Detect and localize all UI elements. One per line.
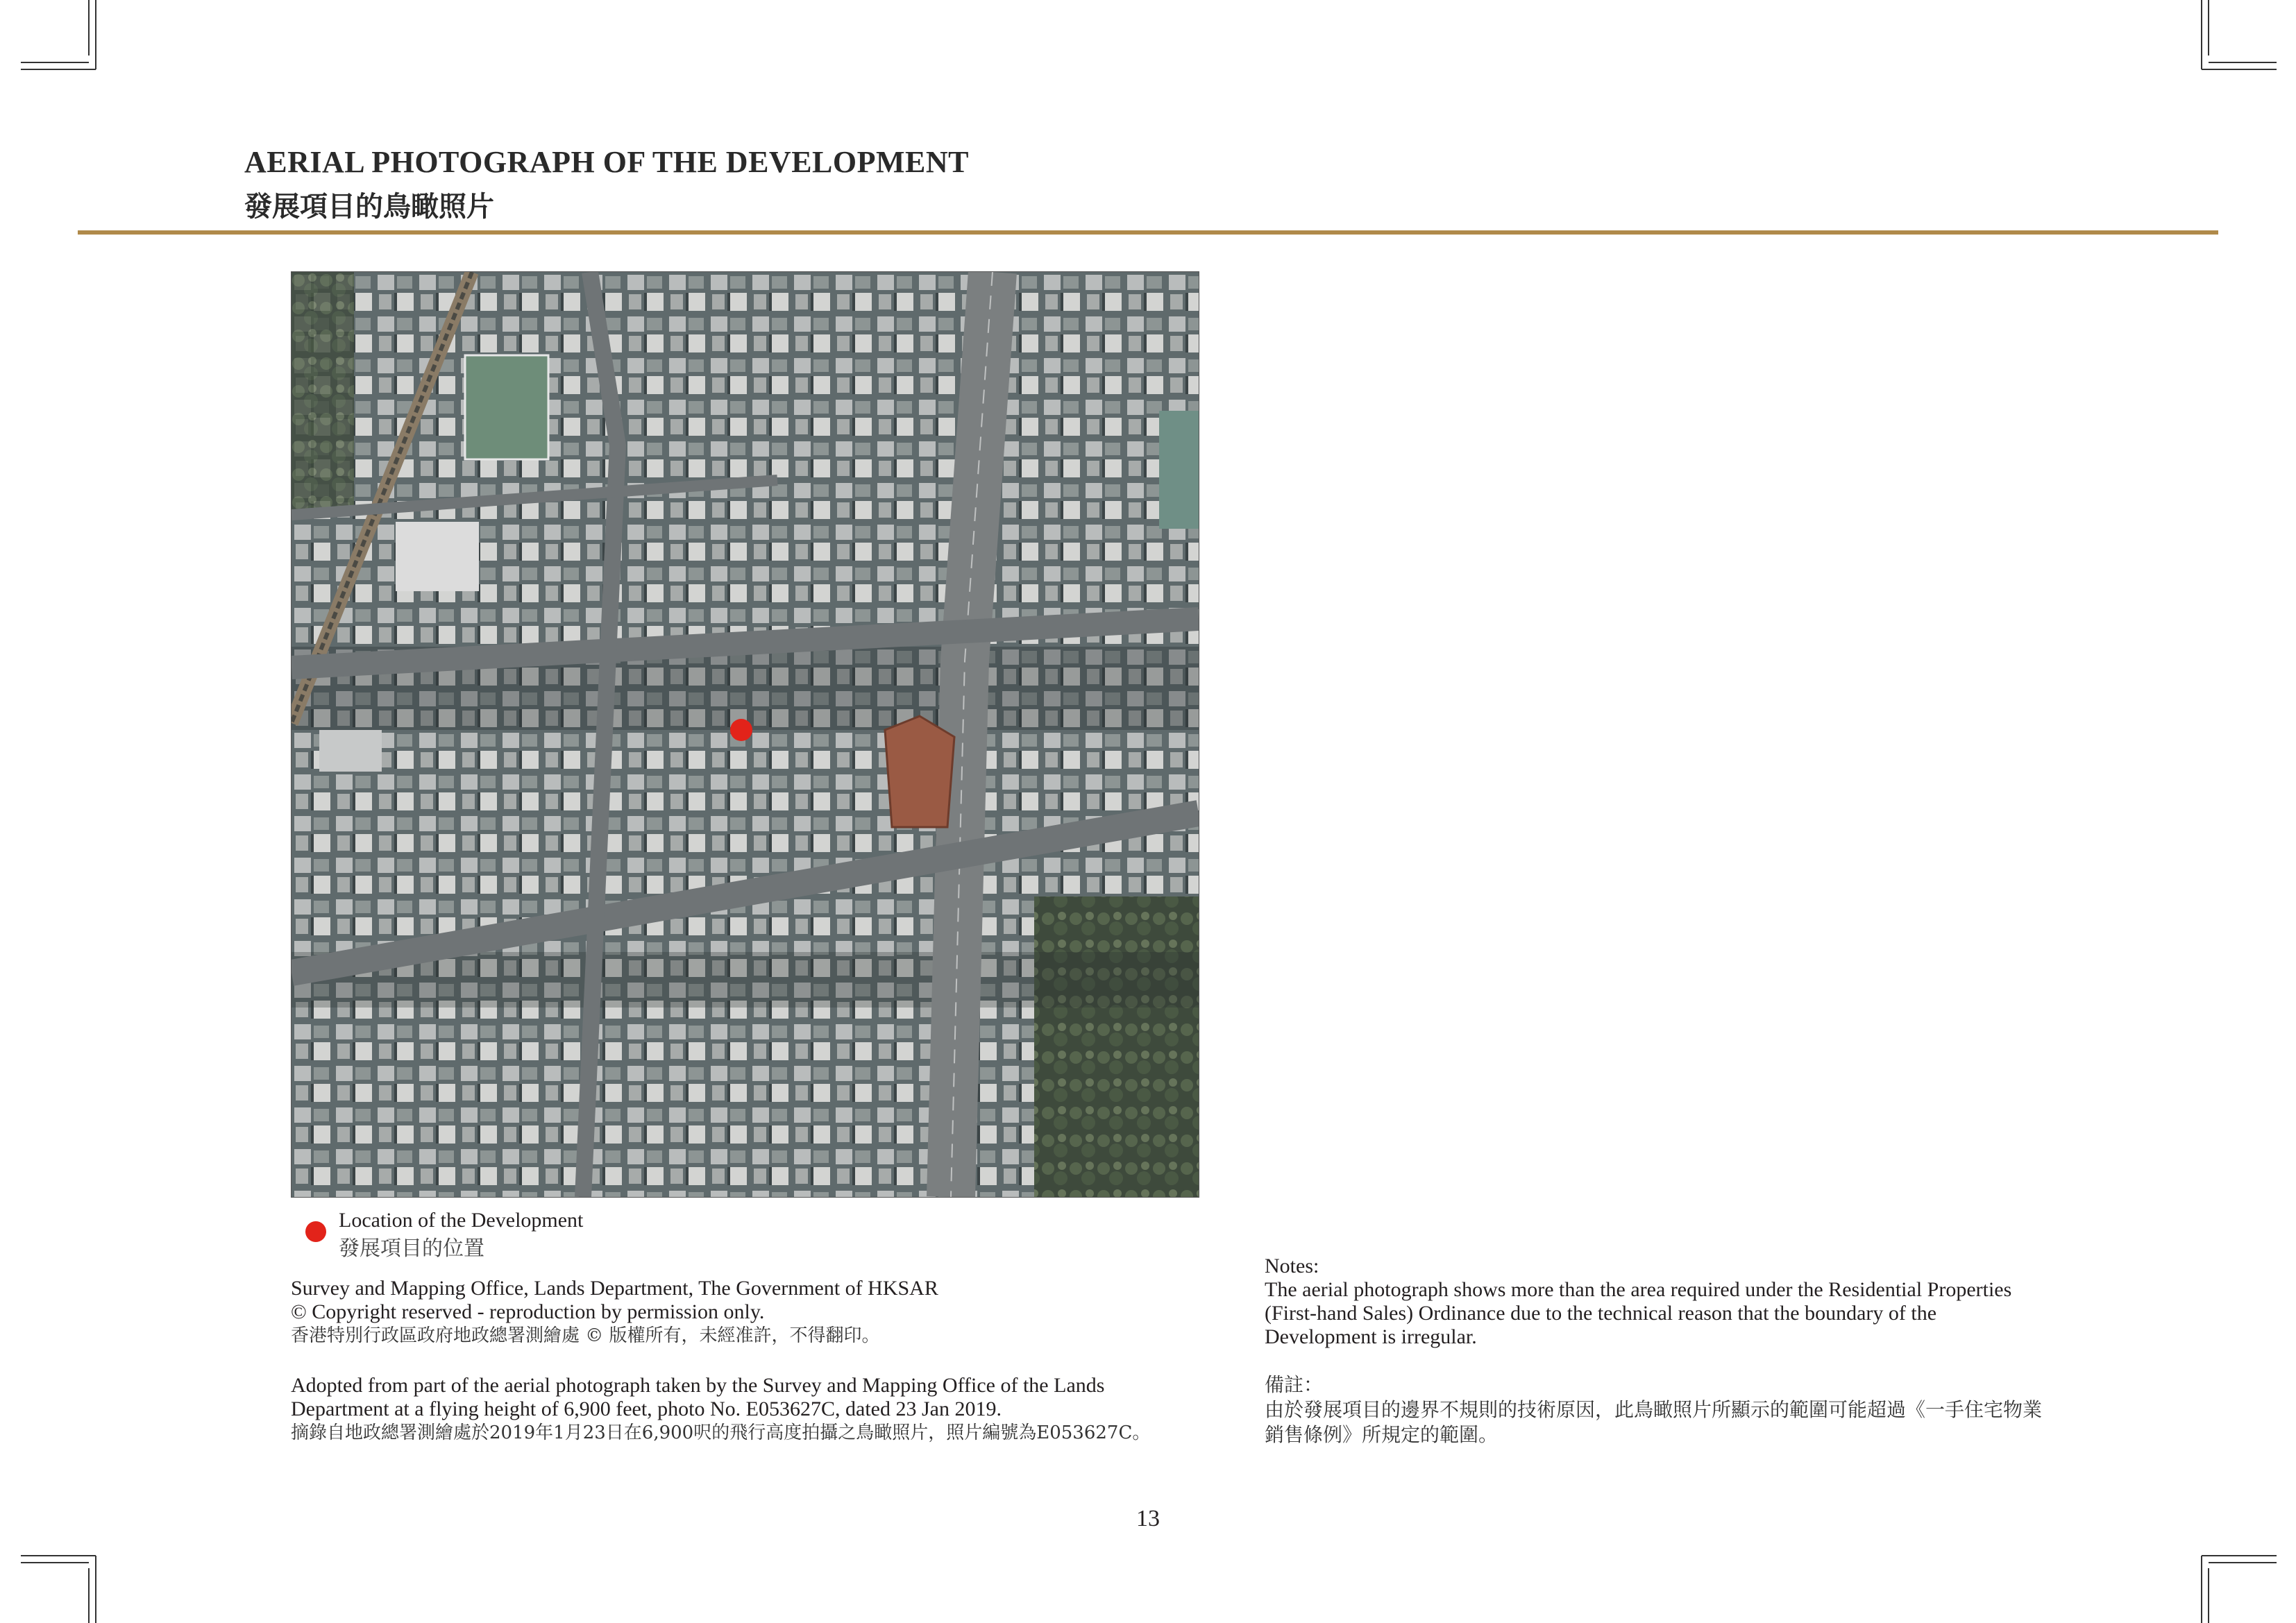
legend-label-chinese: 發展項目的位置	[339, 1237, 484, 1261]
adoption-line-2: Department at a flying height of 6,900 feet, photo No. E053627C, dated 23 Jan 2019.	[291, 1397, 1002, 1420]
page-title-chinese: 發展項目的鳥瞰照片	[244, 191, 494, 223]
source-credit	[291, 1277, 938, 1348]
crop-mark-bottom-left	[21, 1547, 104, 1623]
page-title: AERIAL PHOTOGRAPH OF THE DEVELOPMENT	[244, 145, 969, 179]
notes-chinese-line-2: 銷售條例》所規定的範圍。	[1265, 1423, 1499, 1446]
crop-mark-bottom-right	[2193, 1547, 2277, 1623]
legend-label: Location of the Development	[339, 1209, 584, 1232]
crop-mark-top-left	[21, 0, 104, 76]
adoption-line-chinese: 摘錄自地政總署測繪處於2019年1月23日在6,900呎的飛行高度拍攝之鳥瞰照片，照片編號為E053627C。	[291, 1422, 1151, 1443]
notes-heading: Notes:	[1265, 1255, 1319, 1277]
adoption-note	[291, 1374, 1150, 1445]
notes-section	[1265, 1255, 2167, 1447]
notes-line-1: The aerial photograph shows more than the area required under the Residential Properties	[1265, 1278, 2012, 1301]
source-line-1: Survey and Mapping Office, Lands Department, The Government of HKSAR	[291, 1277, 938, 1300]
title-divider	[78, 230, 2218, 235]
crop-mark-top-right	[2193, 0, 2277, 76]
source-line-2: © Copyright reserved - reproduction by permission only.	[291, 1300, 765, 1323]
adoption-line-1: Adopted from part of the aerial photograph taken by the Survey and Mapping Office of the Lands	[291, 1374, 1105, 1397]
notes-heading-chinese: 備註：	[1265, 1373, 1324, 1396]
notes-line-2: (First-hand Sales) Ordinance due to the technical reason that the boundary of the	[1265, 1302, 1937, 1325]
page-number: 13	[1136, 1506, 1160, 1531]
legend-location-dot	[305, 1221, 326, 1242]
aerial-photo-image	[291, 271, 1199, 1198]
source-line-chinese: 香港特別行政區政府地政總署測繪處 © 版權所有，未經准許，不得翻印。	[291, 1325, 880, 1346]
notes-line-3: Development is irregular.	[1265, 1325, 1477, 1348]
notes-chinese-line-1: 由於發展項目的邊界不規則的技術原因，此鳥瞰照片所顯示的範圍可能超過《一手住宅物業	[1265, 1398, 2043, 1421]
